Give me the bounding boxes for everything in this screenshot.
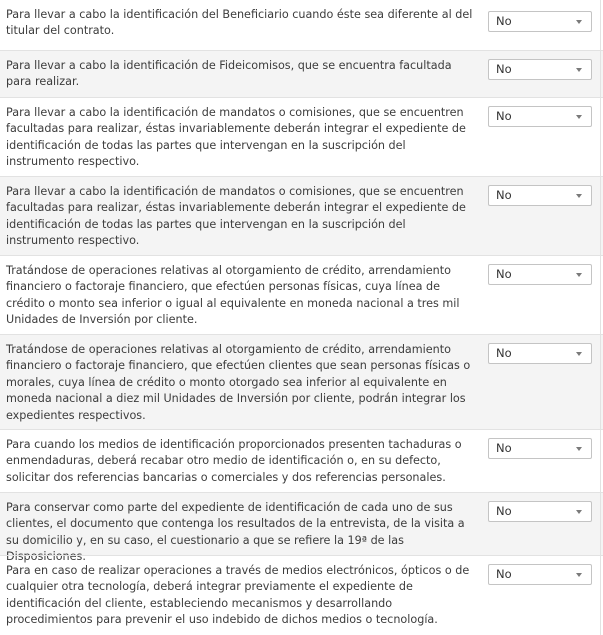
chevron-down-icon — [576, 352, 582, 356]
question-row — [0, 255, 603, 334]
question-text: Para llevar a cabo la identificación de mandatos o comisiones, que se encuentren facultadas para realizar, éstas invariablemente deberán integrar el expediente de identificación de todas las partes que intervengan en la suscripción del instrumento respectivo. — [6, 106, 466, 169]
answer-select[interactable] — [488, 59, 592, 80]
question-row — [0, 492, 603, 564]
answer-value: No — [496, 14, 512, 28]
question-text: Para llevar a cabo la identificación del Beneficiario cuando éste sea diferente al del titular del contrato. — [6, 8, 473, 38]
question-row — [0, 50, 603, 97]
answer-value: No — [496, 441, 512, 455]
question-text: Para llevar a cabo la identificación de mandatos o comisiones, que se encuentren facultadas para realizar, éstas invariablemente deberán integrar el expediente de identificación de todas las partes que intervengan en la suscripción del instrumento respectivo. — [6, 185, 466, 248]
question-row — [0, 0, 603, 50]
question-text: Para llevar a cabo la identificación de Fideicomisos, que se encuentra facultada para realizar. — [6, 59, 452, 89]
chevron-down-icon — [576, 115, 582, 119]
question-text: Tratándose de operaciones relativas al otorgamiento de crédito, arrendamiento financiero o factoraje financiero, que efectúen personas físicas, cuya línea de crédito o monto sea inferior o igual al equivalente en moneda nacional a tres mil Unidades de Inversión por cliente. — [6, 264, 460, 327]
question-row — [0, 334, 603, 429]
answer-value: No — [496, 267, 512, 281]
answer-value: No — [496, 62, 512, 76]
answer-select[interactable] — [488, 11, 592, 32]
answer-select[interactable] — [488, 185, 592, 206]
question-row — [0, 429, 603, 492]
chevron-down-icon — [576, 68, 582, 72]
chevron-down-icon — [576, 573, 582, 577]
chevron-down-icon — [576, 273, 582, 277]
panel-right-border — [600, 0, 601, 635]
answer-value: No — [496, 188, 512, 202]
question-row — [0, 555, 603, 635]
question-row — [0, 97, 603, 176]
chevron-down-icon — [576, 510, 582, 514]
answer-select[interactable] — [488, 438, 592, 459]
question-text: Para cuando los medios de identificación proporcionados presenten tachaduras o enmendaduras, deberá recabar otro medio de identificación o, en su defecto, solicitar dos referencias bancarias o comerciales y dos referencias personales. — [6, 438, 462, 484]
answer-select[interactable] — [488, 264, 592, 285]
question-text: Tratándose de operaciones relativas al otorgamiento de crédito, arrendamiento financiero o factoraje financiero, que efectúen clientes que sean personas físicas o morales, cuya línea de crédito o monto otorgado sea inferior al equivalente en moneda nacional a diez mil Unidades de Inversión por cliente, podrán integrar los expedientes respectivos. — [6, 343, 471, 422]
answer-select[interactable] — [488, 343, 592, 364]
question-text: Para en caso de realizar operaciones a través de medios electrónicos, ópticos o de cualquier otra tecnología, deberá integrar previamente el expediente de identificación del cliente, estableciendo mecanismos y desarrollando procedimientos para prevenir el uso indebido de dichos medios o tecnología. — [6, 564, 470, 627]
question-row — [0, 176, 603, 255]
answer-value: No — [496, 109, 512, 123]
answer-value: No — [496, 346, 512, 360]
answer-select[interactable] — [488, 501, 592, 522]
chevron-down-icon — [576, 194, 582, 198]
question-text: Para conservar como parte del expediente de identificación de cada uno de sus clientes, el documento que contenga los resultados de la entrevista, de la visita a su domicilio y, en su caso, el cuestionario a que se refiere la 19ª de las Disposiciones. — [6, 501, 465, 564]
chevron-down-icon — [576, 20, 582, 24]
chevron-down-icon — [576, 447, 582, 451]
answer-select[interactable] — [488, 564, 592, 585]
answer-select[interactable] — [488, 106, 592, 127]
answer-value: No — [496, 504, 512, 518]
answer-value: No — [496, 567, 512, 581]
